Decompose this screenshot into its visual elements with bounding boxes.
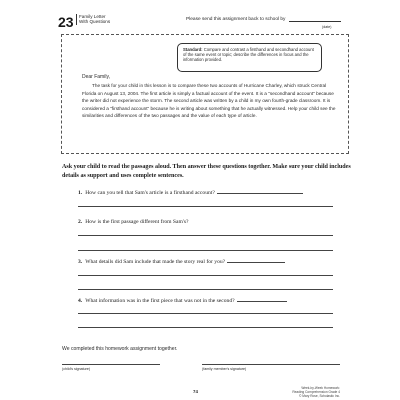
- answer-line-inline[interactable]: [227, 258, 285, 263]
- lesson-title-line1: Family Letter: [79, 14, 106, 19]
- question-text: How can you tell that Sam's article is a firsthand account?: [85, 190, 215, 196]
- instructions: Ask your child to read the passages aloud. Then answer these questions together. Make sure your child includes details as support and uses complete sentences.: [62, 164, 351, 179]
- answer-line[interactable]: [78, 206, 333, 207]
- child-signature-line[interactable]: [62, 364, 160, 365]
- standard-box: [177, 43, 322, 72]
- return-date-field[interactable]: [289, 17, 341, 22]
- question-2: [78, 219, 188, 225]
- credit-line-2: © Mary Rose, Scholastic Inc.: [299, 394, 340, 398]
- answer-line[interactable]: [78, 327, 333, 328]
- answer-line[interactable]: [78, 250, 333, 251]
- question-4: [78, 297, 287, 304]
- child-signature-label: (child's signature): [62, 367, 91, 371]
- question-number: 4.: [78, 298, 83, 304]
- credit-line-1: Week-by-Week Homework: Reading Comprehension Grade 4: [292, 386, 340, 394]
- footer-credit: [290, 386, 340, 398]
- completed-statement: We completed this homework assignment together.: [62, 346, 178, 352]
- page-number: 74: [193, 389, 198, 394]
- question-number: 2.: [78, 219, 83, 225]
- family-signature-line[interactable]: [202, 364, 340, 365]
- question-text: How is the first passage different from Sam's?: [85, 219, 189, 225]
- date-label: (date): [322, 25, 332, 29]
- answer-line-inline[interactable]: [237, 297, 287, 302]
- sendback-instruction: [186, 17, 341, 22]
- answer-line-inline[interactable]: [217, 189, 303, 194]
- question-number: 1.: [78, 190, 83, 196]
- question-3: [78, 258, 285, 265]
- question-text: What information was in the first piece that was not in the second?: [85, 298, 235, 304]
- lesson-title-line2: With Questions: [79, 19, 111, 25]
- standard-label: Standard:: [183, 47, 203, 52]
- answer-line[interactable]: [78, 313, 333, 314]
- letter-body: The task for your child in this lesson is to compare these two accounts of Hurricane Charley, which struck Central Florida on August 13, 2004. The first article is simply a factual account of the event. It is a "secondhand account" because the writer did not experience the storm. The second article was written by a child in my own fourth-grade classroom. It is considered a "firsthand account" because he is writing about something that he actually witnessed. Help your child see the similarities and differences of the two passages and the value of each type of article.: [82, 83, 336, 119]
- family-signature-label: (family member's signature): [202, 367, 247, 371]
- sendback-text: Please send this assignment back to school by: [186, 17, 286, 22]
- question-text: What details did Sam include that made the story real for you?: [85, 259, 226, 265]
- lesson-title: [76, 14, 136, 25]
- answer-line[interactable]: [78, 235, 333, 236]
- question-number: 3.: [78, 259, 83, 265]
- lesson-number: 23: [58, 14, 74, 30]
- question-1: [78, 189, 303, 196]
- standard-text: Compare and contrast a firsthand and secondhand account of the same event or topic; describe the differences in focus and the information provided.: [183, 47, 314, 63]
- letter-greeting: Dear Family,: [82, 74, 110, 80]
- answer-line[interactable]: [78, 289, 333, 290]
- answer-line[interactable]: [78, 275, 333, 276]
